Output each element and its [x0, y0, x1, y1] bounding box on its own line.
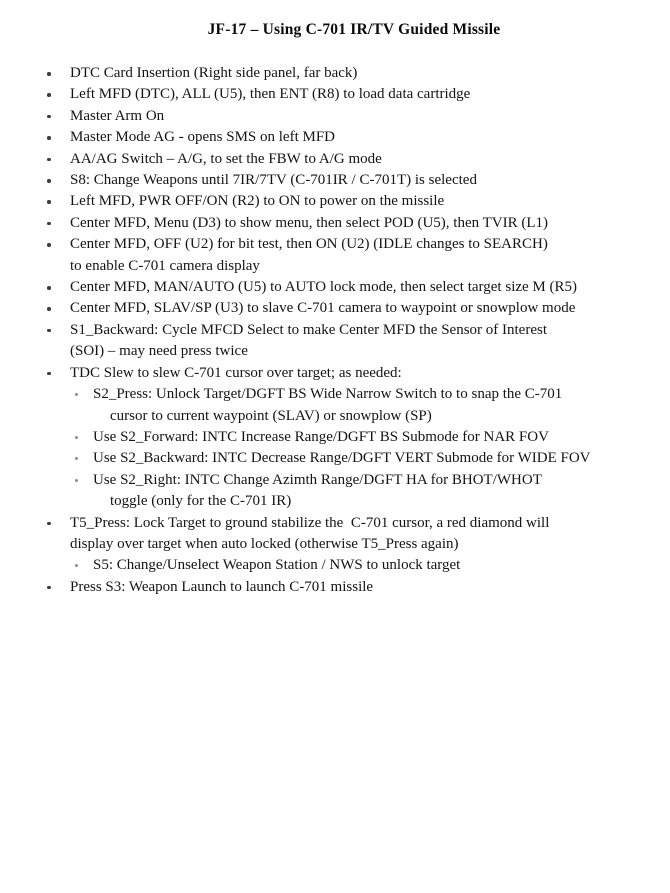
list-item [0, 513, 670, 556]
bullet-icon [47, 586, 51, 590]
list-item-text: AA/AG Switch – A/G, to set the FBW to A/G mode [70, 150, 382, 167]
list-item [0, 84, 670, 105]
list-item [0, 298, 670, 319]
list-item-wrap-text: cursor to current waypoint (SLAV) or snowplow (SP) [110, 407, 432, 424]
list-subitem [0, 555, 670, 576]
list-item-text: DTC Card Insertion (Right side panel, far back) [70, 65, 358, 81]
bullet-icon [47, 286, 51, 290]
list-item-text: S2_Press: Unlock Target/DGFT BS Wide Narrow Switch to to snap the C-701 [93, 386, 563, 403]
list-item-text: Master Arm On [70, 107, 165, 124]
list-item-text: TDC Slew to slew C-701 cursor over target; as needed: [70, 364, 402, 381]
list-item-text: Use S2_Backward: INTC Decrease Range/DGFT VERT Submode for WIDE FOV [93, 450, 591, 467]
list-item-text: Center MFD, OFF (U2) for bit test, then ON (U2) (IDLE changes to SEARCH) [70, 236, 548, 253]
list-item [0, 277, 670, 298]
list-item [0, 320, 670, 363]
list-subitem [0, 427, 670, 448]
list-item-text: T5_Press: Lock Target to ground stabilize the C-701 cursor, a red diamond will [70, 514, 550, 531]
bullet-icon [47, 522, 51, 526]
list-item-text: S1_Backward: Cycle MFCD Select to make Center MFD the Sensor of Interest [70, 321, 547, 338]
list-item [0, 106, 670, 127]
list-item [0, 63, 670, 84]
bullet-icon [47, 115, 51, 119]
list-item [0, 234, 670, 277]
bullet-icon [47, 136, 51, 140]
list-item [0, 127, 670, 148]
bullet-icon [47, 329, 51, 333]
bullet-icon [75, 393, 78, 396]
bullet-icon [47, 243, 51, 247]
list-item-text: Use S2_Forward: INTC Increase Range/DGFT BS Submode for NAR FOV [93, 428, 549, 445]
list-item [0, 577, 670, 598]
list-item-text: Left MFD, PWR OFF/ON (R2) to ON to power on the missile [70, 193, 445, 210]
bullet-icon [47, 179, 51, 183]
list-item-text: Press S3: Weapon Launch to launch C-701 missile [70, 578, 374, 595]
list-item-wrap-text: display over target when auto locked (otherwise T5_Press again) [70, 535, 459, 552]
list-item-wrap-text: to enable C-701 camera display [70, 257, 260, 274]
list-item-wrap-text: toggle (only for the C-701 IR) [110, 493, 292, 510]
list-item-text: S5: Change/Unselect Weapon Station / NWS to unlock target [93, 557, 461, 574]
bullet-icon [47, 222, 51, 226]
bullet-icon [47, 158, 51, 162]
bullet-icon [75, 564, 78, 567]
bullet-icon [75, 457, 78, 460]
list-item [0, 149, 670, 170]
list-subitem [0, 470, 670, 513]
bullet-icon [47, 72, 51, 76]
list-item-text: Master Mode AG - opens SMS on left MFD [70, 129, 335, 146]
bullet-list [0, 63, 670, 598]
list-item-text: Use S2_Right: INTC Change Azimth Range/DGFT HA for BHOT/WHOT [93, 471, 542, 488]
list-item-wrap-text: (SOI) – may need press twice [70, 343, 248, 360]
bullet-icon [47, 200, 51, 204]
bullet-icon [47, 307, 51, 311]
list-item-text: Center MFD, SLAV/SP (U3) to slave C-701 camera to waypoint or snowplow mode [70, 300, 576, 317]
list-item-text: Center MFD, Menu (D3) to show menu, then select POD (U5), then TVIR (L1) [70, 214, 548, 231]
list-item [0, 213, 670, 234]
bullet-icon [47, 372, 51, 376]
page-title: JF-17 – Using C-701 IR/TV Guided Missile [207, 21, 501, 38]
list-item-text: Center MFD, MAN/AUTO (U5) to AUTO lock mode, then select target size M (R5) [70, 279, 578, 296]
list-item-text: S8: Change Weapons until 7IR/7TV (C-701IR / C-701T) is selected [70, 172, 477, 189]
bullet-icon [75, 479, 78, 482]
list-item [0, 191, 670, 212]
bullet-icon [47, 93, 51, 97]
list-item [0, 363, 670, 384]
list-subitem [0, 384, 670, 427]
bullet-icon [75, 436, 78, 439]
list-item-text: Left MFD (DTC), ALL (U5), then ENT (R8) to load data cartridge [70, 86, 471, 103]
list-item [0, 170, 670, 191]
list-subitem [0, 448, 670, 469]
